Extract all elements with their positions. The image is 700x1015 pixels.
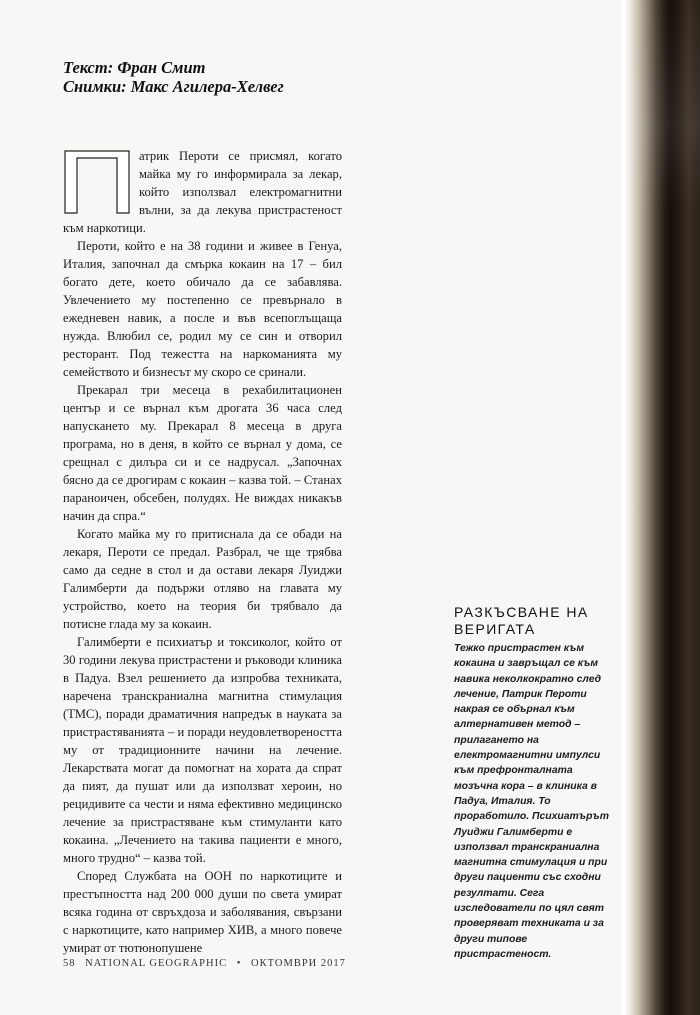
photographer-credit: Снимки: Макс Агилера-Хелвег	[63, 77, 284, 96]
paragraph-3: Прекарал три месеца в рехабилитационен център и се върнал към дрогата 36 часа след напускането му. Прекарал 8 месеца в друга програма, но в деня, в който се върнал у дома, се срещнал с дилъра си и се надрусал. „Започнах бясно да се дрогирам с кокаин – казва той. – Станах параноичен, обсебен, полудях. Не виждах никакъв начин да спра.“	[63, 383, 342, 523]
paragraph-4: Когато майка му го притиснала да се обади на лекаря, Перoти се предал. Разбрал, че ще трябва само да седне в стол и да остави лекаря Луиджи Галимберти да подържи отляво на главата му устройство, което на теория би трябвало да потисне глада му за кокаин.	[63, 527, 342, 631]
sidebar-title	[454, 604, 610, 638]
sidebar-title-line-1: РАЗКЪСВАНЕ НА	[454, 604, 589, 620]
paragraph-6: Според Службата на ООН по наркотиците и престъпността над 200 000 души по света умират всяка година от свръхдоза и заболявания, свързани с наркотиците, като например ХИВ, а много повече умират от тютюнопушене	[63, 869, 342, 955]
page-footer	[63, 958, 352, 969]
publication-name: NATIONAL GEOGRAPHIC	[85, 958, 228, 969]
page-number: 58	[63, 958, 76, 969]
sidebar-text: Тежко пристрастен към кокаина и завръщал се към навика неколкократно след лечение, Патрик Перoти накрая се обърнал към алтернативен метод – прилагането на електромагнитни импулси към префронталната мозъчна кора – в клиника в Падуа, Италия. То проработило. Психиатърът Луиджи Галимберти е използвал транскраниална магнитна стимулация и при други пациенти със сходни резултати. Сега изследователи по цял свят проверяват техниката и за други типове пристрастеност.	[454, 643, 610, 960]
article-credits	[63, 58, 284, 96]
paragraph-2: Перoти, който е на 38 години и живее в Генуа, Италия, започнал да смърка кокаин на 17 – бил богато дете, което обичало да се забавлява. Увлечението му постепенно се превърнало в ежедневен навик, а после и във всепоглъщаща нужда. Влюбил се, родил му се син и отворил ресторант. Под тежестта на наркоманията му семейството и бизнесът му скоро се сринали.	[63, 239, 342, 379]
sidebar-title-line-2: ВЕРИГАТА	[454, 621, 536, 637]
author-credit: Текст: Фран Смит	[63, 58, 206, 77]
footer-separator: •	[236, 958, 242, 969]
side-photo	[622, 0, 700, 1015]
article-body	[63, 147, 342, 957]
issue-date: ОКТОМВРИ 2017	[251, 958, 346, 969]
paragraph-5: Галимберти е психиатър и токсиколог, който от 30 години лекува пристрастени и ръководи клиника в Падуа. Взел решението да изпробва техниката, наречена транскраниална магнитна стимулация (ТМС), поради драматичния напредък в науката за пристрастяванията – и поради неудовлетвореността му от традиционните начини на лечение. Лекарствата могат да помогнат на хората да спрат да пият, да пушат или да използват хероин, но рецидивите са чести и няма ефективно медицинско лечение за пристрастяване към стимуланти като кокаина. „Лечението на такива пациенти е много, много трудно“ – казва той.	[63, 635, 342, 865]
dropcap-glyph-icon	[63, 150, 131, 214]
dropcap	[63, 150, 131, 214]
sidebar-box	[454, 604, 610, 962]
paragraph-1: атрик Перoти се присмял, когато майка му го информирала за лекар, който използвал електромагнитни вълни, за да лекува пристрастеност към наркотици.	[63, 149, 342, 235]
